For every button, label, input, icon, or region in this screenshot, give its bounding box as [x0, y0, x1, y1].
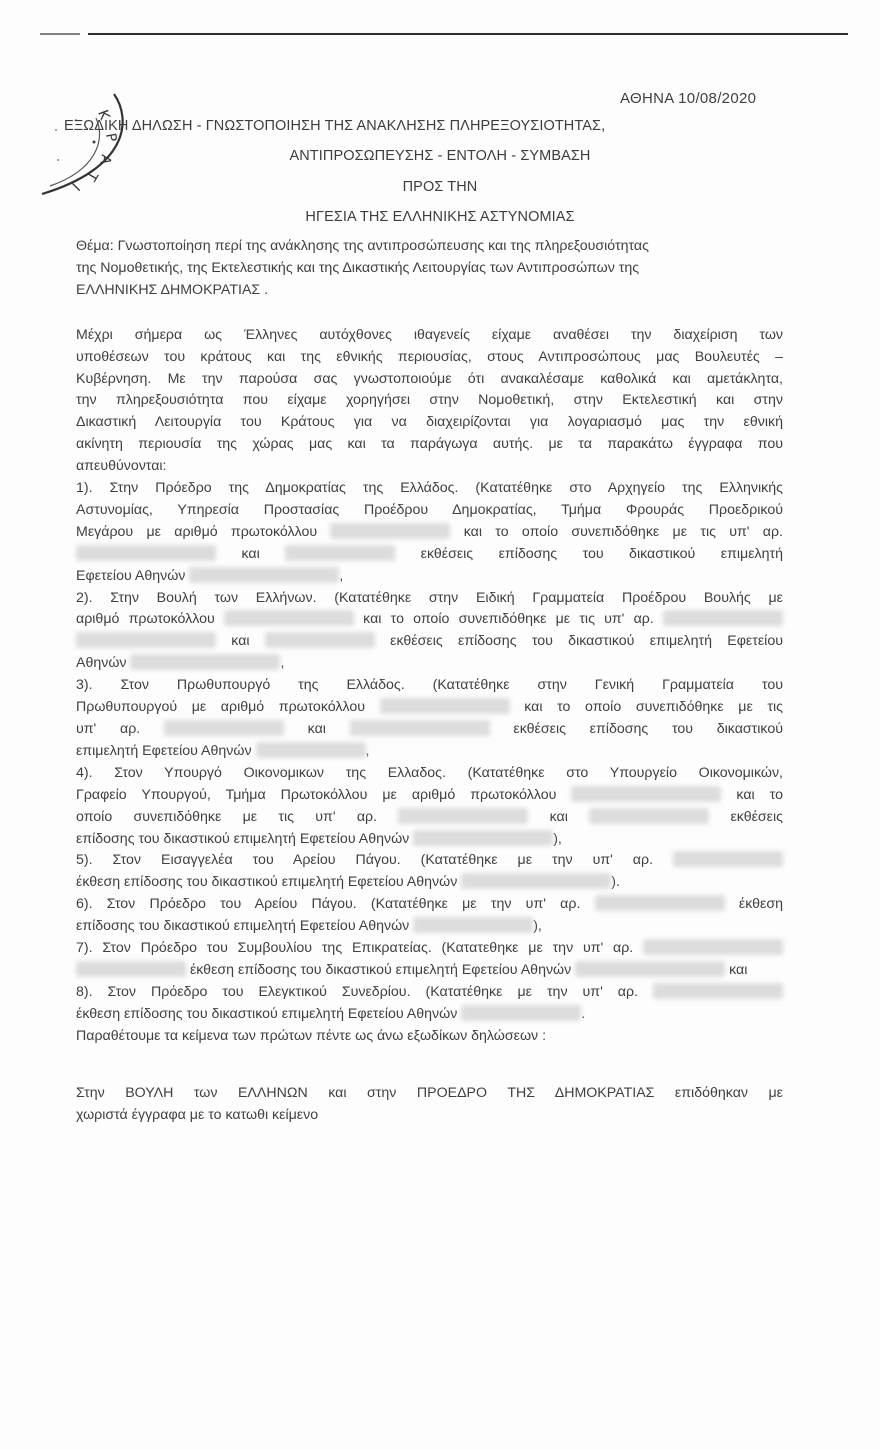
- recipient-line: και εκθέσεις επίδοσης του δικαστικού επιμελητή Εφετείου: [76, 631, 783, 653]
- redacted-reference: [461, 873, 611, 889]
- recipient-line: Αθηνών ,: [76, 655, 285, 672]
- redacted-reference: [461, 1005, 581, 1021]
- list-footer: Παραθέτουμε τα κείμενα των πρώτων πέντε ως άνω εξωδίκων δηλώσεων :: [76, 1027, 547, 1044]
- document-date: ΑΘΗΝΑ 10/08/2020: [620, 90, 757, 107]
- redacted-reference: [653, 983, 783, 999]
- recipient-item-6: [76, 894, 783, 938]
- closing-line: Στην ΒΟΥΛΗ των ΕΛΛΗΝΩΝ και στην ΠΡΟΕΔΡΟ ΤΗΣ ΔΗΜΟΚΡΑΤΙΑΣ επιδόθηκαν με: [76, 1085, 783, 1101]
- title-line-2: ΑΝΤΙΠΡΟΣΩΠΕΥΣΗΣ - ΕΝΤΟΛΗ - ΣΥΜΒΑΣΗ: [289, 148, 591, 164]
- redacted-reference: [76, 961, 186, 977]
- recipient-item-1: [76, 478, 783, 588]
- recipient-line: 1). Στην Πρόεδρο της Δημοκρατίας της Ελλάδος. (Κατατέθηκε στο Αρχηγείο της Ελληνικής: [76, 480, 783, 496]
- recipient-line: έκθεση επίδοσης του δικαστικού επιμελητή Εφετείου Αθηνών ).: [76, 874, 620, 891]
- recipient-line: 2). Στην Βουλή των Ελλήνων. (Κατατέθηκε στην Ειδική Γραμματεία Προέδρου Βουλής με: [76, 589, 783, 606]
- intro-line: την πληρεξουσιότητα που είχαμε χορηγήσει στην Νομοθετική, στην Εκτελεστική και στην: [76, 392, 783, 409]
- intro-line: Κυβέρνηση. Με την παρούσα σας γνωστοποιούμε ότι ανακαλέσαμε καθολικά και αμετάκλητα,: [76, 370, 783, 387]
- redacted-reference: [575, 961, 725, 977]
- redacted-reference: [130, 654, 280, 670]
- redacted-reference: [595, 895, 725, 911]
- top-rule: [88, 33, 848, 35]
- recipient-line: επίδοσης του δικαστικού επιμελητή Εφετείου Αθηνών ),: [76, 918, 542, 935]
- recipient-line: οποίο συνεπιδόθηκε με τις υπ' αρ. και εκθέσεις: [76, 808, 783, 825]
- top-rule-short: [40, 33, 80, 35]
- recipient-line: Αστυνομίας, Υπηρεσία Προστασίας Προέδρου Δημοκρατίας, Τμήμα Φρουράς Προεδρικού: [76, 501, 783, 518]
- intro-line: ακίνητη περιουσία της χώρας μας και τα παράγωγα αυτής. με τα παρακάτω έγγραφα που: [76, 435, 783, 452]
- redacted-reference: [76, 545, 216, 561]
- recipients-list: [76, 478, 783, 1048]
- recipient-line: 5). Στον Εισαγγελέα του Αρείου Πάγου. (Κατατέθηκε με την υπ' αρ.: [76, 850, 783, 872]
- recipient-line: Εφετείου Αθηνών ,: [76, 567, 344, 584]
- redacted-reference: [663, 610, 783, 626]
- recipient-item-7: [76, 938, 783, 982]
- recipient-line: αριθμό πρωτοκόλλου και το οποίο συνεπιδόθηκε με τις υπ' αρ.: [76, 609, 783, 631]
- intro-paragraph: [76, 325, 783, 478]
- redacted-reference: [413, 917, 533, 933]
- redacted-reference: [413, 830, 553, 846]
- svg-text:Ι: Ι: [68, 179, 83, 194]
- recipient-line: επίδοσης του δικαστικού επιμελητή Εφετείου Αθηνών ),: [76, 830, 562, 847]
- recipient-line: 6). Στον Πρόεδρο του Αρείου Πάγου. (Κατατέθηκε με την υπ' αρ. έκθεση: [76, 896, 783, 913]
- title-line-1: ΕΞΩΔΙΚΗ ΔΗΛΩΣΗ - ΓΝΩΣΤΟΠΟΙΗΣΗ ΤΗΣ ΑΝΑΚΛΗΣΗΣ ΠΛΗΡΕΞΟΥΣΙΟΤΗΤΑΣ,: [64, 118, 606, 134]
- subject-line: της Νομοθετικής, της Εκτελεστικής και της Δικαστικής Λειτουργίας των Αντιπροσώπων της: [76, 259, 640, 276]
- redacted-reference: [398, 808, 528, 824]
- subject-line: ΕΛΛΗΝΙΚΗΣ ΔΗΜΟΚΡΑΤΙΑΣ .: [76, 281, 269, 298]
- recipient-line: Πρωθυπουργού με αριθμό πρωτοκόλλου και το οποίο συνεπιδόθηκε με τις: [76, 699, 783, 716]
- intro-line: Δικαστική Λειτουργία του Κράτους για να διαχειρίζονται για λογαριασμό μας την εθνική: [76, 414, 783, 431]
- redacted-reference: [380, 698, 510, 714]
- svg-text:Α: Α: [96, 153, 114, 166]
- redacted-reference: [285, 545, 395, 561]
- title-line-3: ΠΡΟΣ ΤΗΝ: [402, 179, 478, 195]
- recipient-line: 3). Στον Πρωθυπουργό της Ελλάδος. (Κατατέθηκε στην Γενική Γραμματεία του: [76, 677, 783, 694]
- subject-paragraph: [76, 236, 783, 301]
- redacted-reference: [256, 742, 366, 758]
- recipient-line: και εκθέσεις επίδοσης του δικαστικού επιμελητή: [76, 544, 783, 566]
- recipient-item-3: [76, 675, 783, 763]
- closing-line: χωριστά έγγραφα με το κατωθι κείμενο: [76, 1106, 319, 1123]
- recipient-line: 4). Στον Υπουργό Οικονομικων της Ελλαδος. (Κατατέθηκε στο Υπουργείο Οικονομικών,: [76, 764, 783, 781]
- recipient-line: Μεγάρου με αριθμό πρωτοκόλλου και το οποίο συνεπιδόθηκε με τις υπ' αρ.: [76, 523, 783, 540]
- redacted-reference: [673, 851, 783, 867]
- title-line-4: ΗΓΕΣΙΑ ΤΗΣ ΕΛΛΗΝΙΚΗΣ ΑΣΤΥΝΟΜΙΑΣ: [305, 209, 575, 225]
- intro-line: Μέχρι σήμερα ως Έλληνες αυτόχθονες ιθαγενείς είχαμε αναθέσει την διαχείριση των: [76, 327, 783, 343]
- redacted-reference: [330, 523, 450, 539]
- intro-line: απευθύνονται:: [76, 457, 167, 474]
- redacted-reference: [643, 939, 783, 955]
- subject-line: Θέμα: Γνωστοποίηση περί της ανάκλησης της αντιπροσώπευσης και της πληρεξουσιότητας: [76, 238, 649, 254]
- recipient-item-8: [76, 982, 783, 1026]
- recipient-line: έκθεση επίδοσης του δικαστικού επιμελητή Εφετείου Αθηνών .: [76, 1005, 586, 1022]
- redacted-reference: [589, 808, 709, 824]
- redacted-reference: [350, 720, 490, 736]
- redacted-reference: [189, 567, 339, 583]
- redacted-reference: [571, 786, 721, 802]
- svg-text:Τ: Τ: [82, 168, 101, 184]
- redacted-reference: [224, 610, 354, 626]
- recipient-line: έκθεση επίδοσης του δικαστικού επιμελητή Εφετείου Αθηνών και: [76, 960, 783, 982]
- recipient-line: Γραφείο Υπουργού, Τμήμα Πρωτοκόλλου με αριθμό πρωτοκόλλου και το: [76, 786, 783, 803]
- recipient-item-5: [76, 850, 783, 894]
- redacted-reference: [265, 632, 375, 648]
- redacted-reference: [76, 632, 216, 648]
- recipient-item-4: [76, 763, 783, 851]
- recipient-line: επιμελητή Εφετείου Αθηνών ,: [76, 742, 370, 759]
- recipient-line: 7). Στον Πρόεδρο του Συμβουλίου της Επικρατείας. (Κατατεθηκε με την υπ' αρ.: [76, 938, 783, 960]
- redacted-reference: [164, 720, 284, 736]
- closing-paragraph: [76, 1083, 783, 1127]
- recipient-line: υπ' αρ. και εκθέσεις επίδοσης του δικαστικού: [76, 720, 783, 737]
- svg-text:Ρ: Ρ: [102, 131, 120, 144]
- recipient-item-2: [76, 588, 783, 676]
- svg-text:Κ: Κ: [94, 107, 113, 123]
- intro-line: υποθέσεων του κράτους και της εθνικής περιουσίας, στους Αντιπροσώπους μας Βουλευτές –: [76, 348, 783, 365]
- recipient-line: 8). Στον Πρόεδρο του Ελεγκτικού Συνεδρίου. (Κατατέθηκε με την υπ' αρ.: [76, 982, 783, 1004]
